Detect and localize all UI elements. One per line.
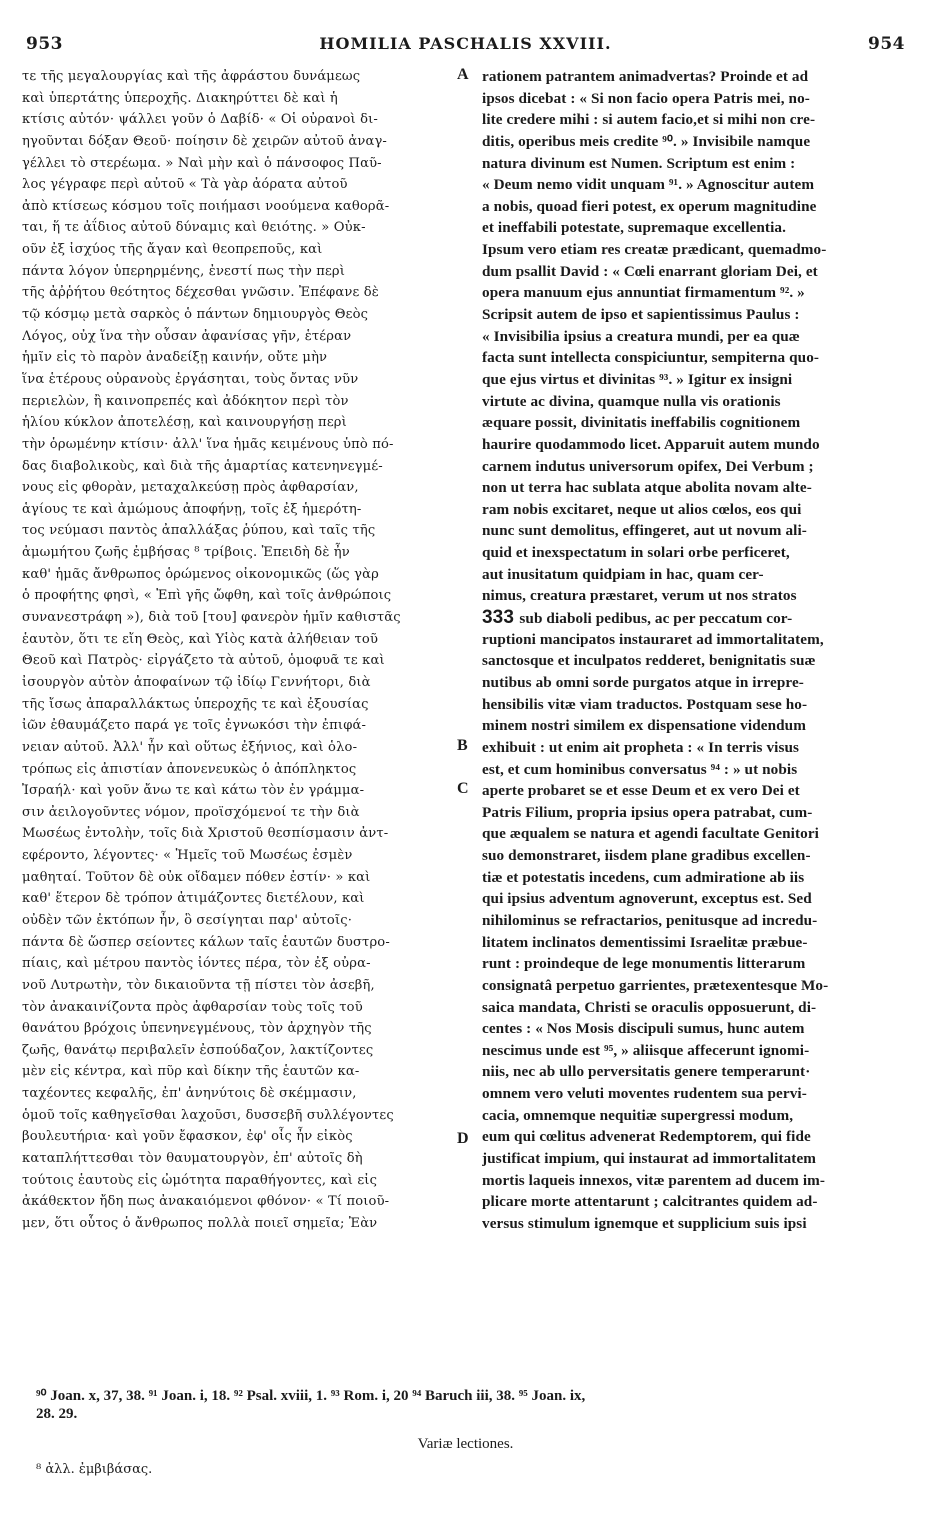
latin-line: consignatâ perpetuo garrientes, prætexentesque Mo- (482, 976, 829, 994)
greek-line: καθ' ἡμᾶς ἄνθρωπος ὁρώμενος οἰκονομικῶς (ὥς γὰρ (22, 566, 379, 582)
latin-column (482, 66, 908, 1235)
greek-line: ἰσουργὸν αὐτὸν ἀποφαίνων τῷ ἰδίῳ Γεννήτορι, διὰ (22, 674, 371, 690)
latin-line: quid et inexspectatum in solari orbe perficeret, (482, 544, 790, 562)
latin-line: ruptioni mancipatos instauraret ad immortalitatem, (482, 630, 824, 648)
latin-line: aut inusitatum quidpiam in hac, quam cer- (482, 565, 764, 583)
greek-line: οὐδὲν τῶν ἐκτόπων ἦν, ὃ σεσίγηται παρ' αὐτοῖς· (22, 912, 353, 928)
latin-line: litatem inclinatos dementissimi Israelitæ præbue- (482, 933, 808, 951)
latin-line: plicare morte attentarunt ; calcitrantes quidem ad- (482, 1193, 818, 1211)
latin-line: minem nostri similem ex dispensatione videndum (482, 717, 806, 735)
latin-line: nihilominus se refractarios, penitusque ad incredu- (482, 911, 818, 929)
greek-line: γέλλει τὸ στερέωμα. » Ναὶ μὴν καὶ ὁ πάνσοφος Παῦ- (22, 155, 382, 171)
greek-line: μεν, ὅτι οὗτος ὁ ἄνθρωπος πολλὰ ποιεῖ σημεῖα; Ἐὰν (22, 1215, 378, 1231)
latin-line: et ineffabili potestate, supremaque excellentia. (482, 219, 787, 237)
greek-line: Ἰσραήλ· καὶ γοῦν ἄνω τε καὶ κάτω τὸν ἐν γράμμα- (22, 783, 365, 799)
latin-line: ipsos dicebat : « Si non facio opera Patris mei, no- (482, 89, 810, 107)
latin-line: que ejus virtus et divinitas ⁹³. » Igitur ex insigni (482, 370, 793, 388)
latin-line: que æqualem se natura et agendi facultate Genitori (482, 825, 819, 843)
latin-line: virtute ac divina, quamque nulla vis orationis (482, 392, 781, 410)
greek-line: Μωσέως ἐντολὴν, τοῖς διὰ Χριστοῦ θεσπίσμασιν ἀντ- (22, 826, 389, 842)
greek-line: τῆς ἴσως ἀπαραλλάκτως ὑπεροχῆς τε καὶ ἐξουσίας (22, 696, 369, 712)
greek-line: ται, ἥ τε ἀΐδιος αὐτοῦ δύναμις καὶ θειότης. » Οὐκ- (22, 220, 366, 236)
greek-line: ἀκάθεκτον ἤδη πως ἀνακαιόμενοι φθόνον· « Τί ποιοῦ- (22, 1194, 390, 1210)
latin-line: nutibus ab omni sorde purgatos atque in irrepre- (482, 673, 804, 691)
latin-line: lite credere mihi : si autem facio,et si mihi non cre- (482, 111, 816, 129)
latin-line: non ut terra hac sublata atque abolita novam alte- (482, 479, 812, 497)
greek-line: καταπλήττεσθαι τὸν θαυματουργὸν, ἐπ' αὐτοῖς δὴ (22, 1151, 363, 1167)
greek-line: σιν ἀειλογοῦντες νόμον, προϊσχόμενοί τε τὴν διὰ (22, 804, 360, 820)
greek-line: τῷ κόσμῳ μετὰ σαρκὸς ὁ πάντων δημιουργὸς Θεὸς (22, 307, 369, 323)
greek-line: καθ' ἕτερον δὲ τρόπον ἀτιμάζοντες διετέλουν, καὶ (22, 891, 365, 907)
greek-line: πάντα δὲ ὥσπερ σείοντες κάλων ταῖς ἑαυτῶν δυστρο- (22, 934, 390, 950)
latin-line: cacia, omnemque nequitiæ supergressi modum, (482, 1106, 794, 1124)
latin-line: æquare possit, divinitatis ineffabilis cognitionem (482, 414, 801, 432)
greek-line: καὶ ὑπερτάτης ὑπεροχῆς. Διακηρύττει δὲ καὶ ἡ (22, 90, 338, 106)
greek-line: ζωῆς, θανάτῳ περιβαλεῖν ἐσπούδαζον, λακτίζοντες (22, 1042, 374, 1058)
greek-line: ἡλίου κύκλον ἀποτελέσῃ, καὶ καινουργήσῃ περὶ (22, 415, 347, 431)
greek-line: τος νεύμασι παντὸς ἀπαλλάξας ῥύπου, καὶ ταῖς τῆς (22, 523, 376, 539)
latin-line: centes : « Nos Mosis discipuli sumus, hunc autem (482, 1020, 805, 1038)
greek-line: ἰῶν ἐθαυμάζετο παρά γε τοῖς ἐγνωκόσι τὴν ἐπιφά- (22, 718, 367, 734)
greek-line: τε τῆς μεγαλουργίας καὶ τῆς ἀφράστου δυνάμεως (22, 69, 361, 84)
greek-line: οῦν ἐξ ἰσχύος τῆς ἄγαν καὶ θεοπρεποῦς, καὶ (22, 242, 323, 258)
latin-line: natura divinum est Numen. Scriptum est enim : (482, 154, 796, 172)
variant-readings-title: Variæ lectiones. (417, 1436, 514, 1452)
greek-line: περιελὼν, ἢ καινοπρεπές καὶ ἀδόκητον περὶ τὸν (22, 393, 349, 409)
greek-line: συνανεστράφη »), διὰ τοῦ [του] φανερὸν ἡμῖν καθιστᾶς (22, 610, 401, 626)
latin-line: omnem vero veluti moventes rudentem sua pervi- (482, 1085, 807, 1103)
greek-line: νους εἰς φθορὰν, μεταχαλκεύσῃ πρὸς ἀφθαρσίαν, (22, 480, 359, 496)
latin-line: facta sunt intellecta conspiciuntur, sempiterna quo- (482, 349, 820, 367)
greek-line: πάντα λόγον ὑπερηρμένης, ἐνεστί πως τὴν περὶ (22, 263, 346, 279)
greek-line: μαθηταί. Τοῦτον δὲ οὐκ οἴδαμεν πόθεν ἐστίν· » καὶ (22, 869, 371, 885)
greek-line: ἀπὸ κτίσεως κόσμου τοῖς ποιήμασι νοούμενα καθορᾶ- (22, 198, 390, 214)
margin-letter-d: D (457, 1130, 469, 1147)
latin-line: mortis laqueis innexos, vitæ parentem ad ducem im- (482, 1171, 826, 1189)
latin-line: nescimus unde est ⁹⁵, » aliisque affecerunt ignomi- (482, 1041, 810, 1059)
latin-line: Scripsit autem de ipso et sapientissimus Paulus : (482, 306, 800, 324)
latin-line: qui ipsius adventum agnoverunt, exceptus est. Sed (482, 890, 812, 908)
greek-line: μὲν εἰς κέντρα, καὶ πῦρ καὶ δίκην τῆς ἑαυτῶν κα- (22, 1064, 360, 1080)
latin-line: Ipsum vero etiam res creatæ prædicant, quemadmo- (482, 241, 827, 259)
latin-line: eum qui cœlitus advenerat Redemptorem, qui fide (482, 1128, 811, 1146)
greek-line: Λόγος, οὐχ ἵνα τὴν οὖσαν ἀφανίσας γῆν, ἑτέραν (22, 328, 352, 344)
greek-line: ὁ προφήτης φησὶ, « Ἐπὶ γῆς ὤφθη, καὶ τοῖς ἀνθρώποις (22, 588, 392, 604)
greek-line: ἁγίους τε καὶ ἀμώμους ἀποφήνῃ, τοῖς ἐξ ἡμερότη- (22, 501, 362, 517)
greek-line: ταχέοντες κεφαλῆς, ἐπ' ἀνηνύτοις δὲ σκέμμασιν, (22, 1086, 357, 1102)
footnotes-line-2: 28. 29. (36, 1406, 78, 1422)
greek-line: λος γέγραφε περὶ αὐτοῦ « Τὰ γὰρ ἀόρατα αὐτοῦ (22, 177, 348, 193)
latin-line: nimus, creatura præstaret, verum ut nos stratos (482, 587, 797, 605)
latin-line: a nobis, quoad fieri potest, ex operum magnitudine (482, 197, 817, 215)
column-number: 333 (482, 607, 520, 629)
latin-line: opera manuum ejus annuntiat firmamentum ⁹². » (482, 284, 805, 302)
latin-line: runt : proindeque de lege monumentis litterarum (482, 955, 806, 973)
margin-letter-c: C (457, 780, 469, 797)
latin-line: justificat impium, qui instaurat ad immortalitatem (482, 1150, 817, 1168)
running-title: HOMILIA PASCHALIS XXVIII. (319, 34, 612, 53)
latin-line: niis, nec ab ullo perversitatis genere temperarunt· (482, 1063, 811, 1081)
greek-line: εφέροντο, λέγοντες· « Ἡμεῖς τοῦ Μωσέως ἐσμὲν (22, 848, 353, 864)
latin-line: 333 sub diaboli pedibus, ac per peccatum cor- (482, 607, 793, 629)
latin-line: « Invisibilia ipsius a creatura mundi, per ea quæ (482, 327, 800, 345)
latin-line: ditis, operibus meis credite ⁹⁰. » Invisibile namque (482, 132, 811, 150)
latin-line: hensibilis vitæ viam traductos. Postquam sese ho- (482, 695, 808, 713)
margin-letter-b: B (457, 737, 468, 754)
margin-letter-a: A (457, 66, 469, 83)
greek-line: νοῦ Λυτρωτὴν, τὸν δικαιοῦντα τῇ πίστει τὸν ἀσεβῆ, (22, 977, 375, 993)
greek-line: ἑαυτὸν, ὅτι τε εἴη Θεὸς, καὶ Υἱὸς κατὰ ἀλήθειαν τοῦ (22, 631, 379, 647)
greek-line: δας διαβολικοὺς, καὶ διὰ τῆς ἁμαρτίας κατενηνεγμέ- (22, 458, 383, 474)
latin-line: carnem indutus universorum opifex, Dei Verbum ; (482, 457, 814, 475)
latin-line: ram nobis excitaret, neque ut alios cœlos, eos qui (482, 500, 802, 518)
latin-line: est, et cum hominibus conversatus ⁹⁴ : » ut nobis (482, 760, 798, 778)
latin-line: tiæ et potestatis incedens, cum admiratione ab iis (482, 868, 805, 886)
greek-line: τρόπως εἰς ἀπιστίαν ἀπονενευκὼς ὁ ἀπόπληκτος (22, 761, 357, 777)
greek-line: τὴν ὁρωμένην κτίσιν· ἀλλ' ἵνα ἡμᾶς κειμένους ὑπὸ πό- (22, 436, 394, 452)
greek-line: τῆς ἀῤῥήτου θεότητος δέχεσθαι γνῶσιν. Ἐπέφανε δὲ (22, 285, 379, 301)
page-number-left: 953 (26, 34, 63, 54)
greek-line: τὸν ἀνακαινίζοντα πρὸς ἀφθαρσίαν τοὺς τοῖς τοῦ (22, 999, 363, 1015)
footnotes-line-1: ⁹⁰ Joan. x, 37, 38. ⁹¹ Joan. i, 18. ⁹² Psal. xviii, 1. ⁹³ Rom. i, 20 ⁹⁴ Baruch iii, 38. ⁹⁵ Joan. ix, (36, 1388, 586, 1404)
latin-line: Patris Filium, propria ipsius opera patrabat, cum- (482, 803, 813, 821)
greek-line: ηγοῦνται δόξαν Θεοῦ· ποίησιν δὲ χειρῶν αὐτοῦ ἀναγ- (22, 133, 388, 149)
greek-line: πίαις, καὶ μέτρου παντὸς ἰόντες πέρα, τὸν ἐξ οὐρα- (22, 956, 371, 972)
greek-line: ἡμῖν εἰς τὸ παρὸν ἀναδείξῃ καινήν, οὔτε μὴν (22, 350, 328, 366)
latin-line: rationem patrantem animadvertas? Proinde et ad (482, 68, 809, 85)
greek-line: νειαν αὐτοῦ. Ἀλλ' ἦν καὶ οὕτως ἐξήνιος, καὶ ὁλο- (22, 739, 358, 755)
greek-line: ἀμωμήτου ζωῆς ἐμβήσας ⁸ τρίβοις. Ἐπειδὴ δὲ ἦν (22, 545, 350, 561)
greek-line: ὁμοῦ τοῖς καθηγεῖσθαι λαχοῦσι, δυσσεβῆ συλλέγοντες (22, 1107, 394, 1123)
greek-line: τούτοις ἑαυτοὺς εἰς ὠμότητα παραθήγοντες, καὶ εἰς (22, 1172, 378, 1188)
greek-line: ἵνα ἑτέρους οὐρανοὺς ἐργάσηται, τοὺς ὄντας νῦν (22, 371, 359, 387)
latin-line: dum psallit David : « Cœli enarrant gloriam Dei, et (482, 262, 818, 280)
variant-reading-note: ⁸ ἀλλ. ἐμβιβάσας. (36, 1462, 153, 1477)
latin-line: haurire quodammodo licet. Apparuit autem mundo (482, 435, 820, 453)
latin-line: aperte probaret se et esse Deum et ex vero Dei et (482, 782, 800, 800)
greek-line: θανάτου βρόχοις ὑπενηνεγμένους, τὸν ἀρχηγὸν τῆς (22, 1021, 372, 1037)
latin-line: versus stimulum ignemque et supplicium suis ipsi (482, 1214, 807, 1232)
latin-line: nunc sunt demolitus, effingeret, aut ut novum ali- (482, 522, 807, 540)
greek-column (22, 66, 458, 1235)
greek-line: Θεοῦ καὶ Πατρὸς· εἰργάζετο τὰ αὐτοῦ, ὁμοφυᾶ τε καὶ (22, 653, 385, 669)
latin-line: saica mandata, Christi se oraculis opposuerunt, di- (482, 998, 817, 1016)
latin-line: suo demonstraret, iisdem plane gradibus excellen- (482, 847, 811, 865)
latin-line: sanctosque et inculpatos redderet, benignitatis suæ (482, 652, 816, 670)
latin-line: « Deum nemo vidit unquam ⁹¹. » Agnoscitur autem (482, 176, 815, 194)
page-number-right: 954 (868, 34, 905, 54)
greek-line: βουλευτήρια· καὶ γοῦν ἔφασκον, ἐφ' οἷς ἦν εἰκὸς (22, 1129, 353, 1145)
latin-line: exhibuit : ut enim ait propheta : « In terris visus (482, 738, 800, 756)
greek-line: κτίσις αὐτόν· ψάλλει γοῦν ὁ Δαβίδ· « Οἱ οὐρανοὶ δι- (22, 112, 378, 128)
